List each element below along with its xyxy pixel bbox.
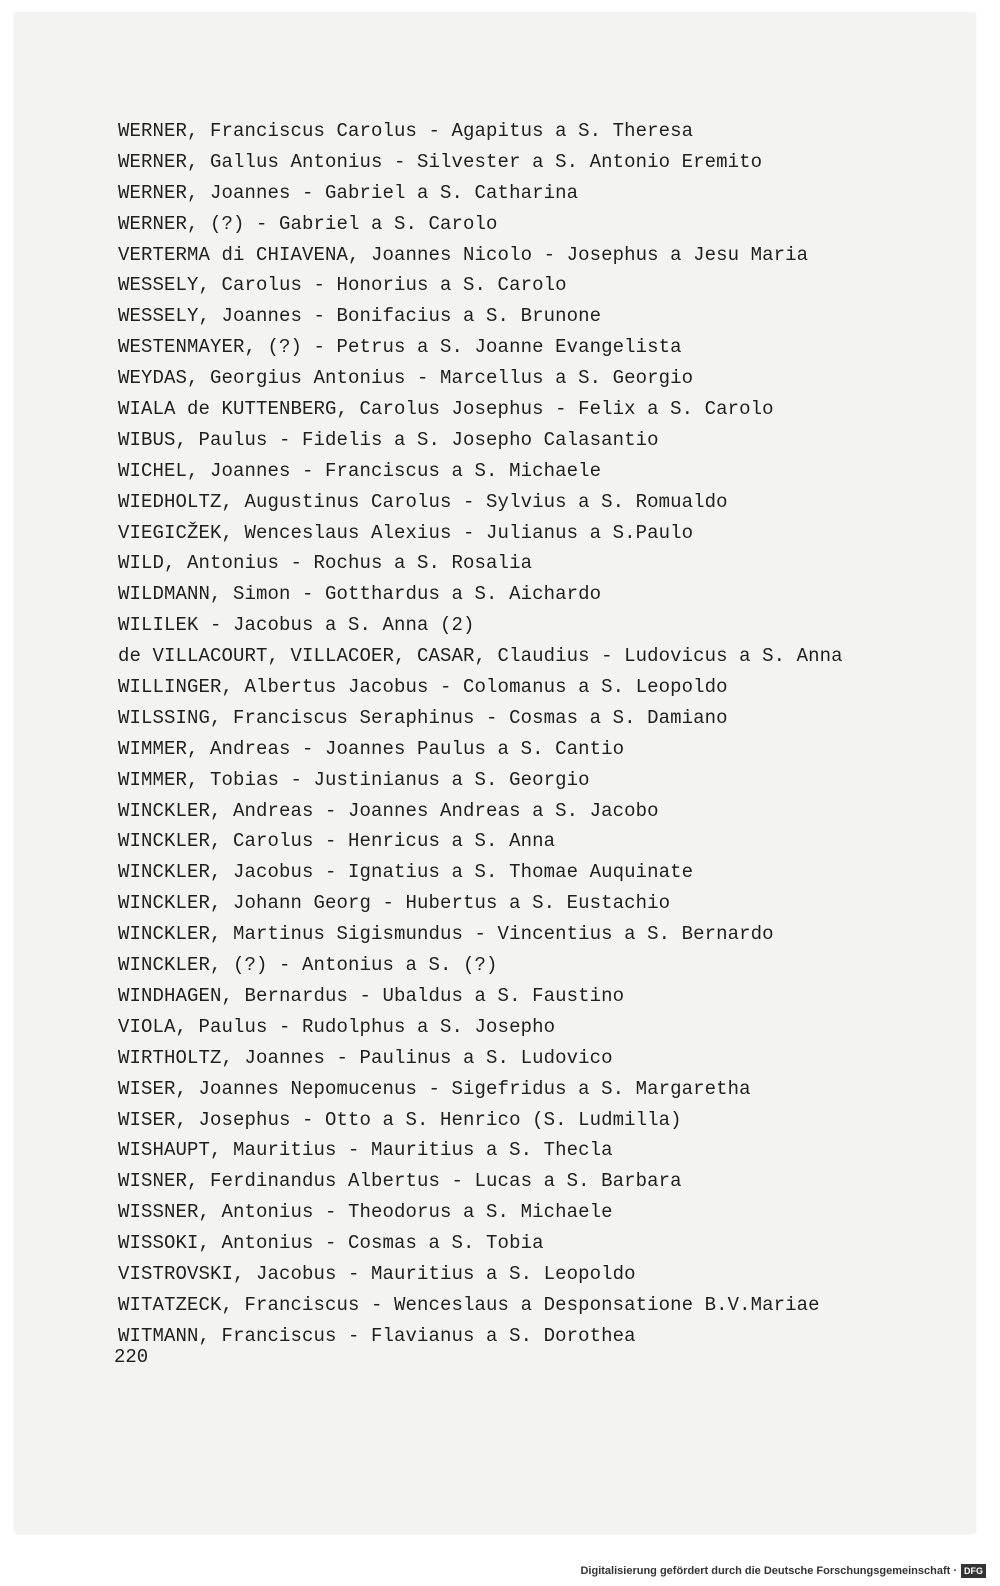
name-list <box>118 116 843 1352</box>
list-item: WINCKLER, (?) - Antonius a S. (?) <box>118 954 498 977</box>
dfg-logo-icon: DFG <box>961 1564 986 1578</box>
list-item: WESTENMAYER, (?) - Petrus a S. Joanne Evangelista <box>118 336 682 359</box>
list-item: WILD, Antonius - Rochus a S. Rosalia <box>118 552 533 575</box>
list-item: WIALA de KUTTENBERG, Carolus Josephus - Felix a S. Carolo <box>118 398 774 421</box>
list-item: WINCKLER, Martinus Sigismundus - Vincentius a S. Bernardo <box>118 923 774 946</box>
list-item: WINCKLER, Jacobus - Ignatius a S. Thomae Auquinate <box>118 861 694 884</box>
list-item: WISHAUPT, Mauritius - Mauritius a S. Thecla <box>118 1139 613 1162</box>
list-item: WITMANN, Franciscus - Flavianus a S. Dorothea <box>118 1324 636 1347</box>
list-item: WITATZECK, Franciscus - Wenceslaus a Desponsatione B.V.Mariae <box>118 1293 820 1316</box>
list-item: WIMMER, Tobias - Justinianus a S. Georgio <box>118 768 590 791</box>
list-item: WIRTHOLTZ, Joannes - Paulinus a S. Ludovico <box>118 1046 613 1069</box>
list-item: WERNER, (?) - Gabriel a S. Carolo <box>118 212 498 235</box>
scanned-page <box>14 12 976 1534</box>
list-item: VIOLA, Paulus - Rudolphus a S. Josepho <box>118 1015 556 1038</box>
list-item: WINCKLER, Carolus - Henricus a S. Anna <box>118 830 556 853</box>
list-item: WILSSING, Franciscus Seraphinus - Cosmas a S. Damiano <box>118 706 728 729</box>
list-item: WISSNER, Antonius - Theodorus a S. Michaele <box>118 1201 613 1224</box>
list-item: WINCKLER, Andreas - Joannes Andreas a S. Jacobo <box>118 799 659 822</box>
list-item: VISTROVSKI, Jacobus - Mauritius a S. Leopoldo <box>118 1262 636 1285</box>
list-item: WISER, Josephus - Otto a S. Henrico (S. Ludmilla) <box>118 1108 682 1131</box>
list-item: WERNER, Joannes - Gabriel a S. Catharina <box>118 181 579 204</box>
list-item: WERNER, Gallus Antonius - Silvester a S. Antonio Eremito <box>118 150 763 173</box>
list-item: WINCKLER, Johann Georg - Hubertus a S. Eustachio <box>118 892 671 915</box>
list-item: de VILLACOURT, VILLACOER, CASAR, Claudius - Ludovicus a S. Anna <box>118 645 843 668</box>
page-number: 220 <box>114 1346 149 1368</box>
list-item: WESSELY, Carolus - Honorius a S. Carolo <box>118 274 567 297</box>
list-item: VIEGICŽEK, Wenceslaus Alexius - Julianus a S.Paulo <box>118 521 694 544</box>
list-item: WILDMANN, Simon - Gotthardus a S. Aichardo <box>118 583 602 606</box>
list-item: WEYDAS, Georgius Antonius - Marcellus a S. Georgio <box>118 367 694 390</box>
list-item: WILLINGER, Albertus Jacobus - Colomanus a S. Leopoldo <box>118 676 728 699</box>
list-item: WISSOKI, Antonius - Cosmas a S. Tobia <box>118 1232 544 1255</box>
list-item: WILILEK - Jacobus a S. Anna (2) <box>118 614 475 637</box>
funding-footer <box>580 1564 986 1578</box>
list-item: WESSELY, Joannes - Bonifacius a S. Brunone <box>118 305 602 328</box>
funding-notice: Digitalisierung gefördert durch die Deutsche Forschungsgemeinschaft · <box>580 1565 957 1577</box>
list-item: WIMMER, Andreas - Joannes Paulus a S. Cantio <box>118 737 625 760</box>
list-item: WIBUS, Paulus - Fidelis a S. Josepho Calasantio <box>118 428 659 451</box>
list-item: VERTERMA di CHIAVENA, Joannes Nicolo - Josephus a Jesu Maria <box>118 243 809 266</box>
list-item: WIEDHOLTZ, Augustinus Carolus - Sylvius a S. Romualdo <box>118 490 728 513</box>
list-item: WICHEL, Joannes - Franciscus a S. Michaele <box>118 459 602 482</box>
list-item: WISNER, Ferdinandus Albertus - Lucas a S. Barbara <box>118 1170 682 1193</box>
list-item: WERNER, Franciscus Carolus - Agapitus a S. Theresa <box>118 120 694 142</box>
list-item: WINDHAGEN, Bernardus - Ubaldus a S. Faustino <box>118 984 625 1007</box>
list-item: WISER, Joannes Nepomucenus - Sigefridus a S. Margaretha <box>118 1077 751 1100</box>
